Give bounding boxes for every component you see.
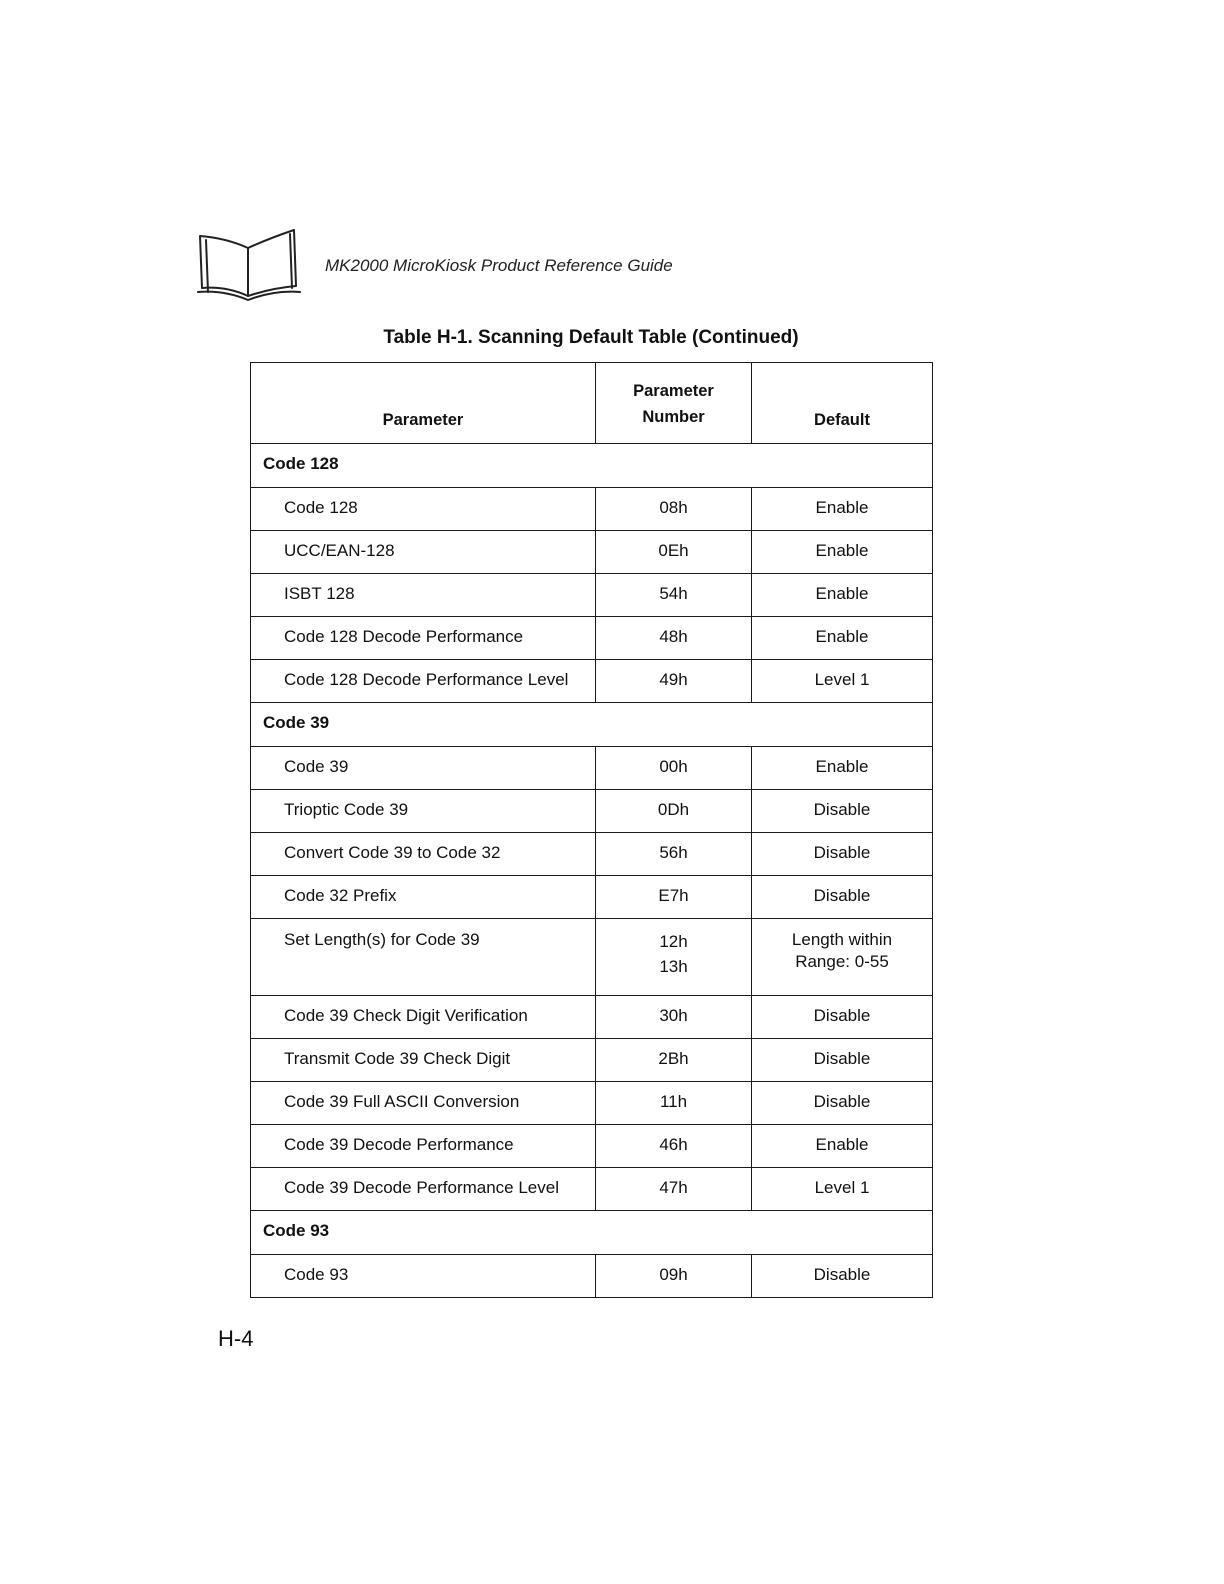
- table-row: [251, 919, 933, 996]
- parameter-cell: Code 39 Decode Performance: [251, 1125, 596, 1168]
- parameter-number-cell: [596, 574, 752, 617]
- scanning-default-table: [250, 362, 933, 1298]
- section-title: Code 39: [251, 703, 933, 747]
- table-row: [251, 1125, 933, 1168]
- parameter-number-cell: [596, 617, 752, 660]
- parameter-number-value: 54h: [659, 584, 688, 603]
- parameter-number-cell: [596, 919, 752, 996]
- parameter-number-value: E7h: [658, 886, 689, 905]
- default-value: Range: 0-55: [795, 952, 889, 971]
- parameter-number-value: 13h: [659, 957, 688, 976]
- default-cell: [752, 1168, 933, 1211]
- parameter-cell: Code 128: [251, 488, 596, 531]
- parameter-cell: Trioptic Code 39: [251, 790, 596, 833]
- default-value: Enable: [815, 1135, 869, 1154]
- default-value: Enable: [815, 584, 869, 603]
- parameter-number-value: 12h: [659, 932, 688, 951]
- parameter-number-value: 56h: [659, 843, 688, 862]
- section-title: Code 128: [251, 444, 933, 488]
- parameter-cell: Transmit Code 39 Check Digit: [251, 1039, 596, 1082]
- table-row: [251, 574, 933, 617]
- table-row: [251, 1039, 933, 1082]
- default-cell: [752, 790, 933, 833]
- default-value: Disable: [813, 886, 871, 905]
- default-cell: [752, 617, 933, 660]
- parameter-number-cell: [596, 660, 752, 703]
- parameter-cell: Code 39: [251, 747, 596, 790]
- default-value: Level 1: [814, 1178, 870, 1197]
- table-row: [251, 1255, 933, 1298]
- table-caption: Table H-1. Scanning Default Table (Continued): [383, 327, 799, 348]
- default-cell: [752, 996, 933, 1039]
- parameter-cell: Set Length(s) for Code 39: [251, 919, 596, 996]
- column-header-number-line1: Parameter: [633, 382, 714, 400]
- parameter-number-value: 49h: [659, 670, 688, 689]
- default-cell: [752, 919, 933, 996]
- table-row: [251, 617, 933, 660]
- parameter-number-cell: [596, 996, 752, 1039]
- parameter-number-cell: [596, 1039, 752, 1082]
- parameter-number-cell: [596, 790, 752, 833]
- parameter-cell: Code 32 Prefix: [251, 876, 596, 919]
- default-value: Length within: [791, 930, 893, 949]
- parameter-number-value: 47h: [659, 1178, 688, 1197]
- parameter-number-value: 0Eh: [658, 541, 689, 560]
- parameter-number-value: 48h: [659, 627, 688, 646]
- parameter-number-value: 46h: [659, 1135, 688, 1154]
- default-cell: [752, 1125, 933, 1168]
- default-value: Enable: [815, 627, 869, 646]
- table-row: [251, 1168, 933, 1211]
- default-cell: [752, 876, 933, 919]
- default-value: Enable: [815, 541, 869, 560]
- default-cell: [752, 574, 933, 617]
- parameter-cell: Convert Code 39 to Code 32: [251, 833, 596, 876]
- parameter-number-value: 2Bh: [658, 1049, 689, 1068]
- parameter-number-cell: [596, 876, 752, 919]
- column-header-default: Default: [752, 363, 933, 444]
- table-row: [251, 833, 933, 876]
- parameter-cell: Code 39 Check Digit Verification: [251, 996, 596, 1039]
- open-book-icon: [196, 226, 302, 304]
- parameter-number-cell: [596, 833, 752, 876]
- section-row: [251, 703, 933, 747]
- parameter-number-cell: [596, 747, 752, 790]
- parameter-number-value: 09h: [659, 1265, 688, 1284]
- table-row: [251, 876, 933, 919]
- default-cell: [752, 1255, 933, 1298]
- default-value: Disable: [813, 1265, 871, 1284]
- running-header-title: MK2000 MicroKiosk Product Reference Guide: [325, 256, 673, 275]
- default-value: Disable: [813, 1092, 871, 1111]
- parameter-number-cell: [596, 1082, 752, 1125]
- parameter-number-value: 00h: [659, 757, 688, 776]
- default-cell: [752, 747, 933, 790]
- section-row: [251, 444, 933, 488]
- default-cell: [752, 1039, 933, 1082]
- parameter-cell: Code 39 Decode Performance Level: [251, 1168, 596, 1211]
- table-row: [251, 660, 933, 703]
- default-value: Disable: [813, 843, 871, 862]
- table-row: [251, 1082, 933, 1125]
- section-row: [251, 1211, 933, 1255]
- default-cell: [752, 531, 933, 574]
- default-cell: [752, 833, 933, 876]
- default-value: Level 1: [814, 670, 870, 689]
- table-row: [251, 531, 933, 574]
- table-row: [251, 996, 933, 1039]
- column-header-parameter: Parameter: [251, 363, 596, 444]
- table-header-row: [251, 363, 933, 444]
- column-header-parameter-number: [596, 363, 752, 444]
- parameter-number-value: 0Dh: [657, 800, 690, 819]
- column-header-number-line2: Number: [642, 408, 705, 426]
- section-title: Code 93: [251, 1211, 933, 1255]
- page-number: H-4: [218, 1326, 254, 1351]
- default-value: Disable: [813, 1006, 871, 1025]
- default-value: Enable: [815, 498, 869, 517]
- parameter-number-cell: [596, 1125, 752, 1168]
- parameter-number-cell: [596, 531, 752, 574]
- parameter-cell: Code 128 Decode Performance Level: [251, 660, 596, 703]
- parameter-number-value: 30h: [659, 1006, 688, 1025]
- parameter-number-cell: [596, 1255, 752, 1298]
- default-cell: [752, 488, 933, 531]
- parameter-cell: UCC/EAN-128: [251, 531, 596, 574]
- table-row: [251, 488, 933, 531]
- parameter-cell: ISBT 128: [251, 574, 596, 617]
- default-cell: [752, 1082, 933, 1125]
- parameter-number-value: 11h: [659, 1092, 688, 1111]
- table-row: [251, 790, 933, 833]
- default-value: Enable: [815, 757, 869, 776]
- parameter-number-cell: [596, 488, 752, 531]
- parameter-cell: Code 93: [251, 1255, 596, 1298]
- default-value: Disable: [813, 800, 871, 819]
- parameter-number-value: 08h: [659, 498, 688, 517]
- parameter-cell: Code 39 Full ASCII Conversion: [251, 1082, 596, 1125]
- table-row: [251, 747, 933, 790]
- parameter-number-cell: [596, 1168, 752, 1211]
- default-value: Disable: [813, 1049, 871, 1068]
- default-cell: [752, 660, 933, 703]
- parameter-cell: Code 128 Decode Performance: [251, 617, 596, 660]
- table-body: [251, 444, 933, 1298]
